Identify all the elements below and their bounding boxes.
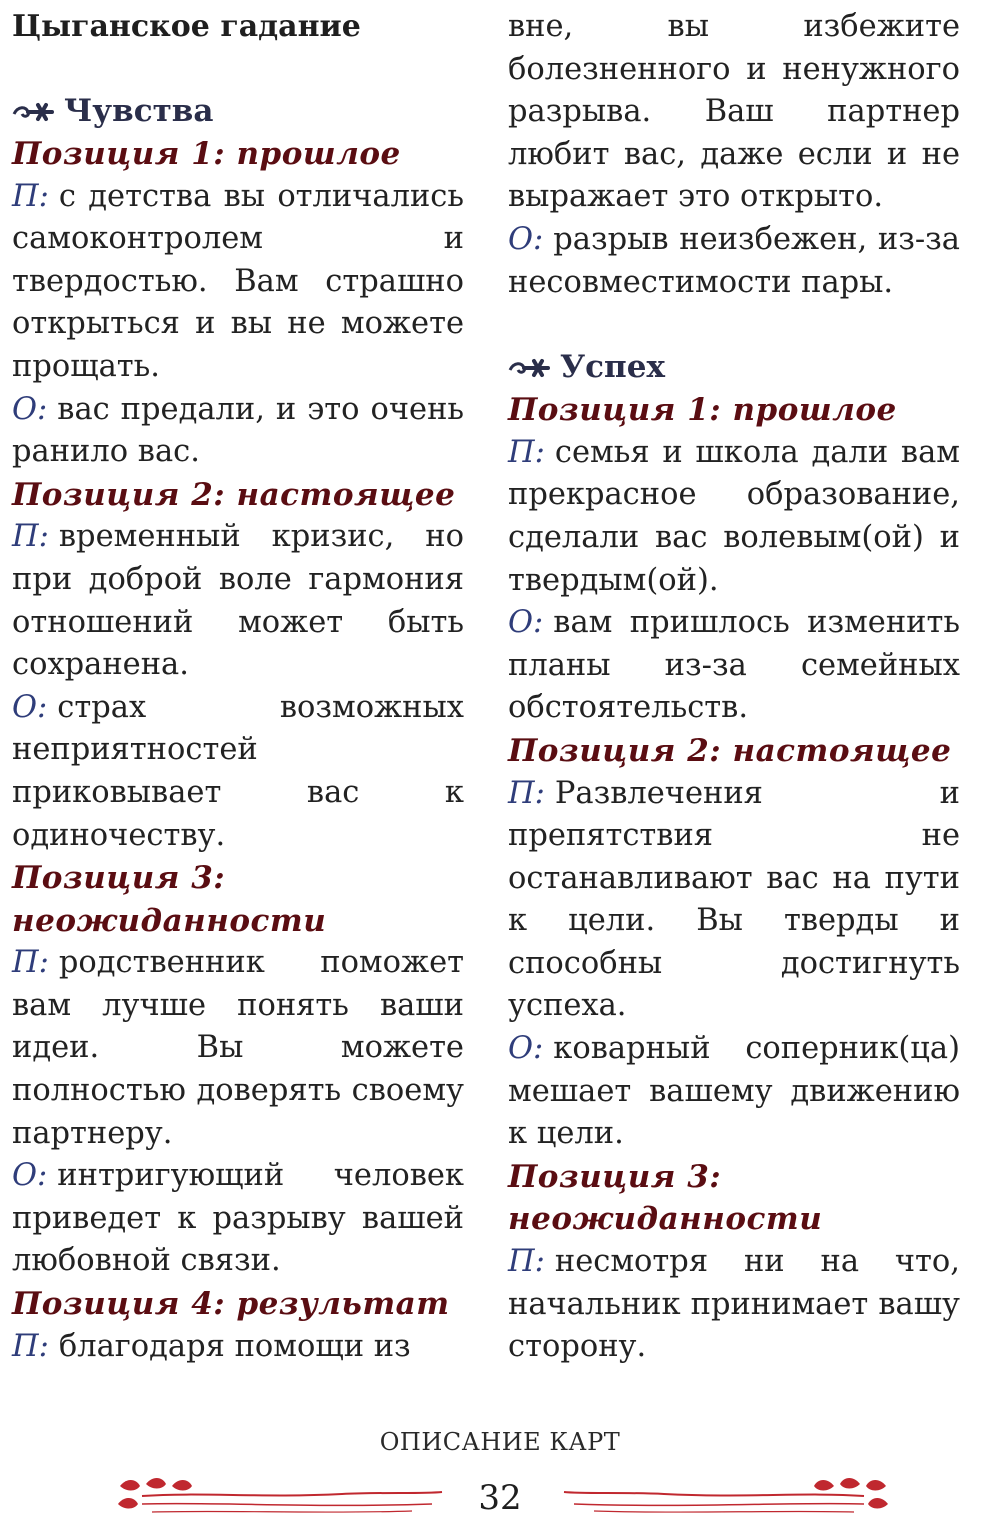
position-1-title: Позиция 1: прошлое bbox=[508, 392, 897, 429]
book-title: Цыганское гадание bbox=[12, 9, 361, 44]
reversed-label: О: bbox=[12, 1158, 48, 1194]
upright-text: Развлечения и препятствия не останавливают вас на пути к цели. Вы тверды и способны достигнуть успеха. bbox=[508, 775, 960, 1024]
reversed-label: О: bbox=[508, 221, 544, 257]
interpretation-upright bbox=[12, 942, 464, 1155]
position-2-title: Позиция 2: настоящее bbox=[508, 732, 952, 769]
upright-text: родственник поможет вам лучше понять ваши идеи. Вы можете полностью доверять своему партнеру. bbox=[12, 945, 464, 1151]
interpretation-upright bbox=[12, 1326, 464, 1369]
upright-text: благодаря помощи из bbox=[58, 1328, 411, 1364]
upright-label: П: bbox=[508, 1244, 545, 1280]
upright-label: П: bbox=[508, 775, 545, 811]
reversed-text: разрыв неизбежен, из-за несовместимости пары. bbox=[508, 221, 960, 300]
reversed-text: вам пришлось изменить планы из-за семейных обстоятельств. bbox=[508, 605, 960, 726]
section-title-text: Чувства bbox=[64, 93, 214, 129]
reversed-label: О: bbox=[12, 391, 48, 427]
upright-label: П: bbox=[508, 434, 545, 470]
reversed-label: О: bbox=[12, 689, 48, 725]
upright-text: несмотря ни на что, начальник принимает вашу сторону. bbox=[508, 1244, 960, 1365]
interpretation-upright bbox=[12, 176, 464, 389]
interpretation-upright bbox=[508, 773, 960, 1029]
upright-text: с детства вы отличались самоконтролем и твердостью. Вам страшно открыться и вы не можете прощать. bbox=[12, 178, 464, 384]
reversed-text: коварный соперник(ца) мешает вашему движению к цели. bbox=[508, 1031, 960, 1152]
reversed-text: интригующий человек приведет к разрыву вашей любовной связи. bbox=[12, 1158, 464, 1279]
reversed-text: вас предали, и это очень ранило вас. bbox=[12, 391, 464, 470]
interpretation-reversed bbox=[508, 219, 960, 304]
section-title-success bbox=[508, 346, 960, 389]
footer-ornament-icon bbox=[534, 1474, 894, 1524]
upright-text: временный кризис, но при доброй воле гармония отношений может быть сохранена. bbox=[12, 519, 464, 683]
position-3-title: Позиция 3: неожиданности bbox=[12, 860, 327, 939]
footer-section-title: ОПИСАНИЕ КАРТ bbox=[379, 1428, 621, 1456]
section-title-feelings bbox=[12, 90, 464, 133]
interpretation-reversed bbox=[508, 1028, 960, 1156]
reversed-label: О: bbox=[508, 1031, 544, 1067]
interpretation-reversed bbox=[12, 1155, 464, 1283]
interpretation-upright bbox=[508, 432, 960, 602]
upright-label: П: bbox=[12, 519, 49, 555]
fleuron-icon bbox=[508, 356, 552, 380]
left-column bbox=[12, 6, 464, 1368]
position-1-title: Позиция 1: прошлое bbox=[12, 136, 401, 172]
position-3-title: Позиция 3: неожиданности bbox=[508, 1158, 823, 1238]
interpretation-reversed bbox=[508, 602, 960, 730]
upright-text: семья и школа дали вам прекрасное образование, сделали вас волевым(ой) и твердым(ой). bbox=[508, 434, 960, 598]
upright-label: П: bbox=[12, 945, 49, 981]
right-column bbox=[508, 6, 960, 1369]
page-number: 32 bbox=[478, 1478, 522, 1518]
upright-label: П: bbox=[12, 1328, 49, 1364]
section-title-text: Успех bbox=[560, 349, 665, 386]
interpretation-reversed bbox=[12, 687, 464, 857]
fleuron-icon bbox=[12, 100, 56, 124]
upright-label: П: bbox=[12, 178, 49, 214]
position-2-title: Позиция 2: настоящее bbox=[12, 476, 456, 513]
interpretation-reversed bbox=[12, 389, 464, 474]
section-spacer bbox=[508, 304, 960, 346]
interpretation-upright bbox=[508, 1241, 960, 1369]
reversed-text: страх возможных неприятностей приковывает вас к одиночеству. bbox=[12, 689, 464, 853]
reversed-label: О: bbox=[508, 605, 544, 641]
position-4-title: Позиция 4: результат bbox=[12, 1286, 450, 1323]
continued-paragraph: вне, вы избежите болезненного и ненужного разрыва. Ваш партнер любит вас, даже если и не выражает это открыто. bbox=[508, 9, 960, 215]
interpretation-upright bbox=[12, 516, 464, 686]
